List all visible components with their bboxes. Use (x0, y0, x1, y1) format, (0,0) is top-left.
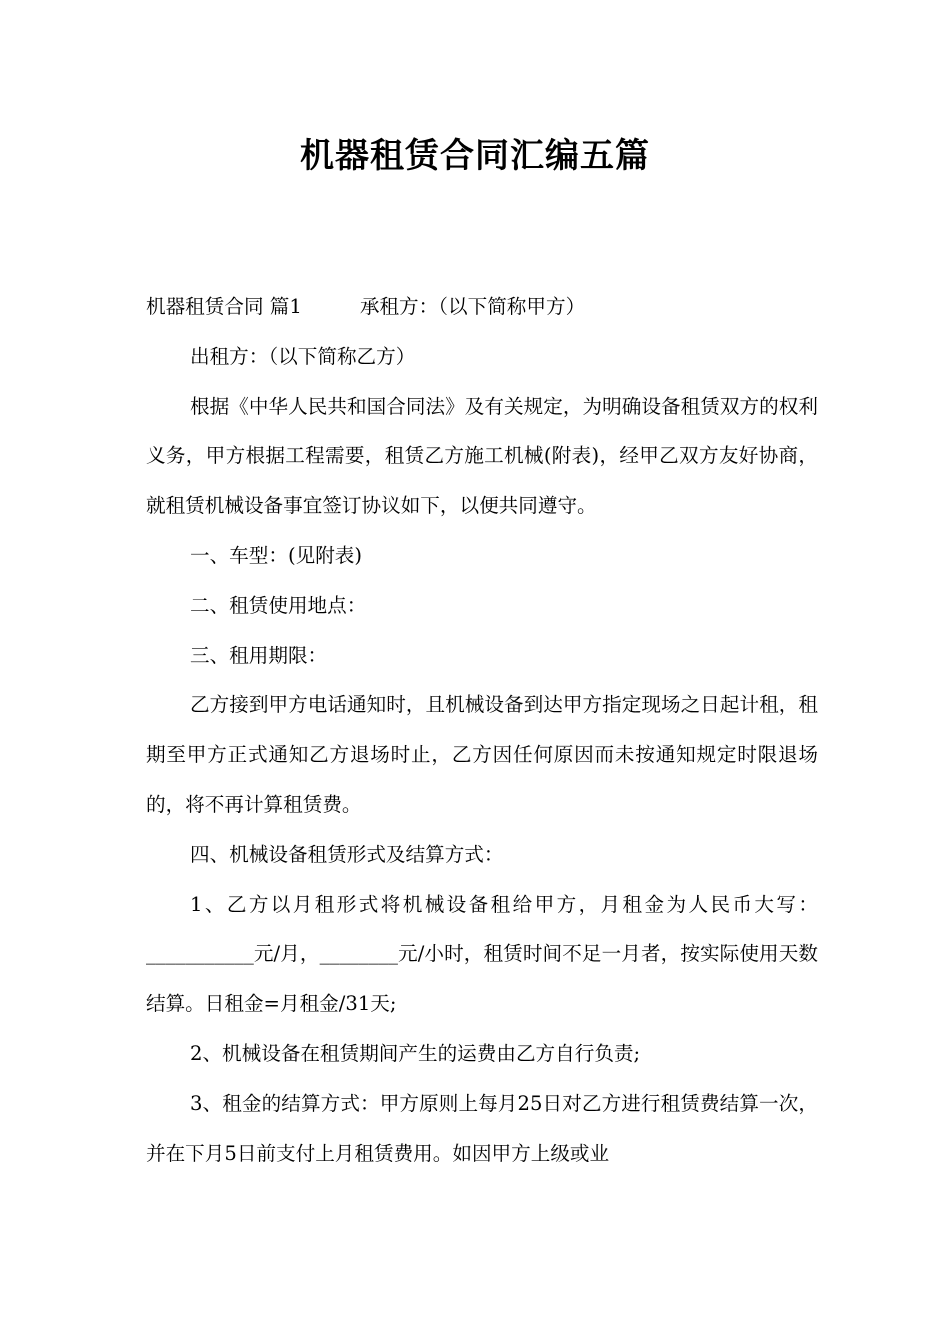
paragraph-clause-4: 四、机械设备租赁形式及结算方式： (190, 842, 504, 866)
document-body (146, 282, 818, 1178)
paragraph-clause-4-item-1: 1、乙方以月租形式将机械设备租给甲方，月租金为人民币大写：___________元/月，________元/小时，租赁时间不足一月者，按实际使用天数结算。日租金=月租金/31天; (146, 892, 818, 1016)
lessee-label: 承租方：（以下简称甲方） (359, 295, 586, 318)
document-title: 机器租赁合同汇编五篇 (300, 136, 650, 176)
contract-section-label: 机器租赁合同 篇1 (146, 295, 302, 318)
paragraph-lessor: 出租方：（以下简称乙方） (190, 344, 416, 368)
paragraph-clause-3: 三、租用期限： (190, 643, 328, 667)
paragraph-clause-1: 一、车型：(见附表) (190, 543, 363, 567)
paragraph-contract-heading (146, 282, 818, 332)
paragraph-clause-4-item-3: 3、租金的结算方式：甲方原则上每月25日对乙方进行租赁费结算一次，并在下月5日前支付上月租赁费用。如因甲方上级或业 (146, 1091, 818, 1165)
paragraph-clause-2: 二、租赁使用地点： (190, 593, 367, 617)
paragraph-clause-3-body: 乙方接到甲方电话通知时，且机械设备到达甲方指定现场之日起计租，租期至甲方正式通知乙方退场时止，乙方因任何原因而未按通知规定时限退场的，将不再计算租赁费。 (146, 693, 818, 816)
paragraph-clause-4-item-2: 2、机械设备在租赁期间产生的运费由乙方自行负责; (190, 1041, 641, 1065)
paragraph-preamble: 根据《中华人民共和国合同法》及有关规定，为明确设备租赁双方的权利义务，甲方根据工程需要，租赁乙方施工机械(附表)，经甲乙双方友好协商，就租赁机械设备事宜签订协议如下，以便共同遵守。 (146, 394, 818, 518)
